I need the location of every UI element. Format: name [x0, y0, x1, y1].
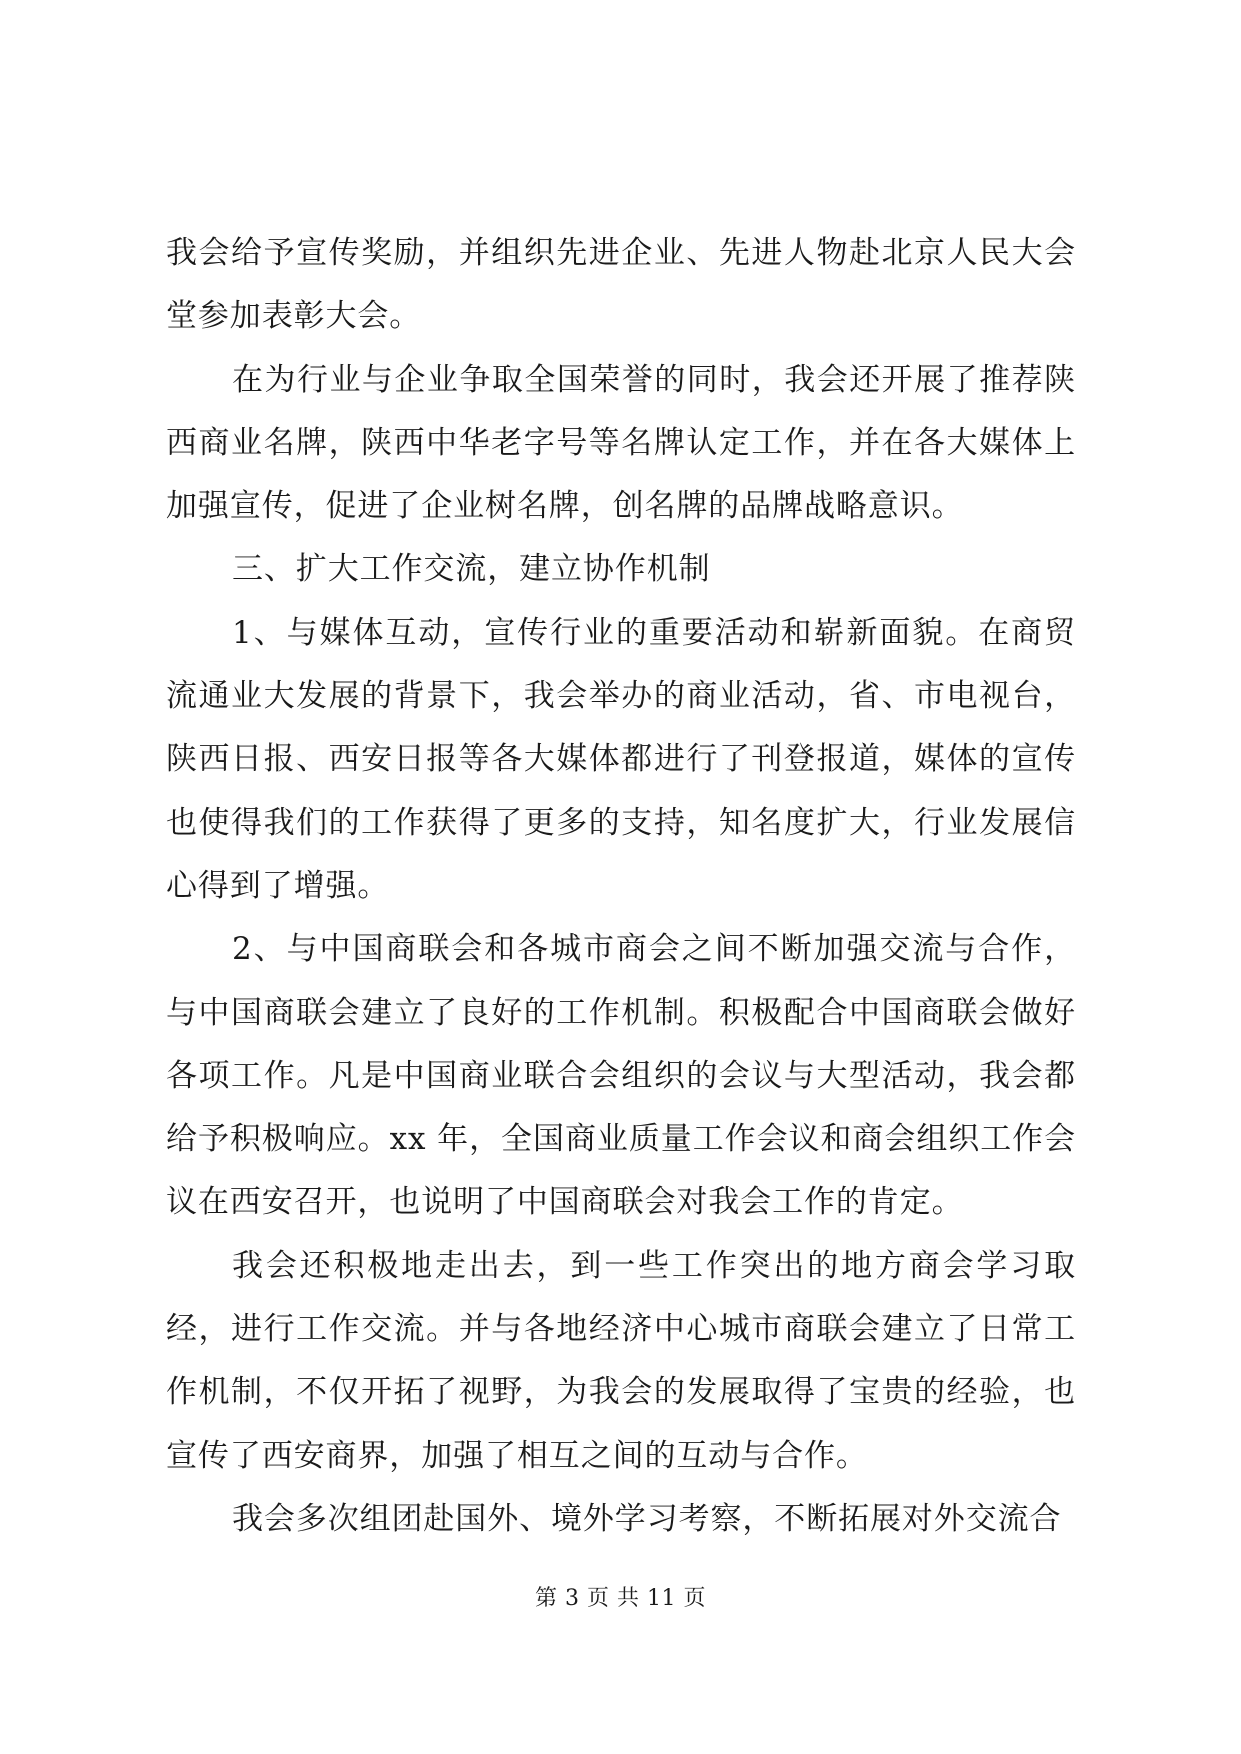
- paragraph-brand-recognition: 在为行业与企业争取全国荣誉的同时，我会还开展了推荐陕西商业名牌，陕西中华老字号等名牌认定工作，并在各大媒体上加强宣传，促进了企业树名牌，创名牌的品牌战略意识。: [166, 361, 1076, 525]
- section-heading-three: 三、扩大工作交流，建立协作机制: [232, 551, 711, 588]
- paragraph-overseas-visits: 我会多次组团赴国外、境外学习考察，不断拓展对外交流合: [232, 1500, 1062, 1537]
- page-number-footer: 第 3 页 共 11 页: [535, 1586, 706, 1611]
- paragraph-exchange-learning: 我会还积极地走出去，到一些工作突出的地方商会学习取经，进行工作交流。并与各地经济中心城市商联会建立了日常工作机制，不仅开拓了视野，为我会的发展取得了宝贵的经验，也宣传了西安商界，加强了相互之间的互动与合作。: [166, 1247, 1076, 1474]
- document-body: [166, 222, 1076, 1551]
- paragraph-media-interaction: 1、与媒体互动，宣传行业的重要活动和崭新面貌。在商贸流通业大发展的背景下，我会举办的商业活动，省、市电视台，陕西日报、西安日报等各大媒体都进行了刊登报道，媒体的宣传也使得我们的工作获得了更多的支持，知名度扩大，行业发展信心得到了增强。: [166, 614, 1076, 904]
- paragraph-award-continuation: 我会给予宣传奖励，并组织先进企业、先进人物赴北京人民大会堂参加表彰大会。: [166, 235, 1076, 335]
- paragraph-chamber-cooperation: 2、与中国商联会和各城市商会之间不断加强交流与合作，与中国商联会建立了良好的工作机制。积极配合中国商联会做好各项工作。凡是中国商业联合会组织的会议与大型活动，我会都给予积极响应。xx 年，全国商业质量工作会议和商会组织工作会议在西安召开，也说明了中国商联会对我会工作的肯定。: [166, 931, 1076, 1221]
